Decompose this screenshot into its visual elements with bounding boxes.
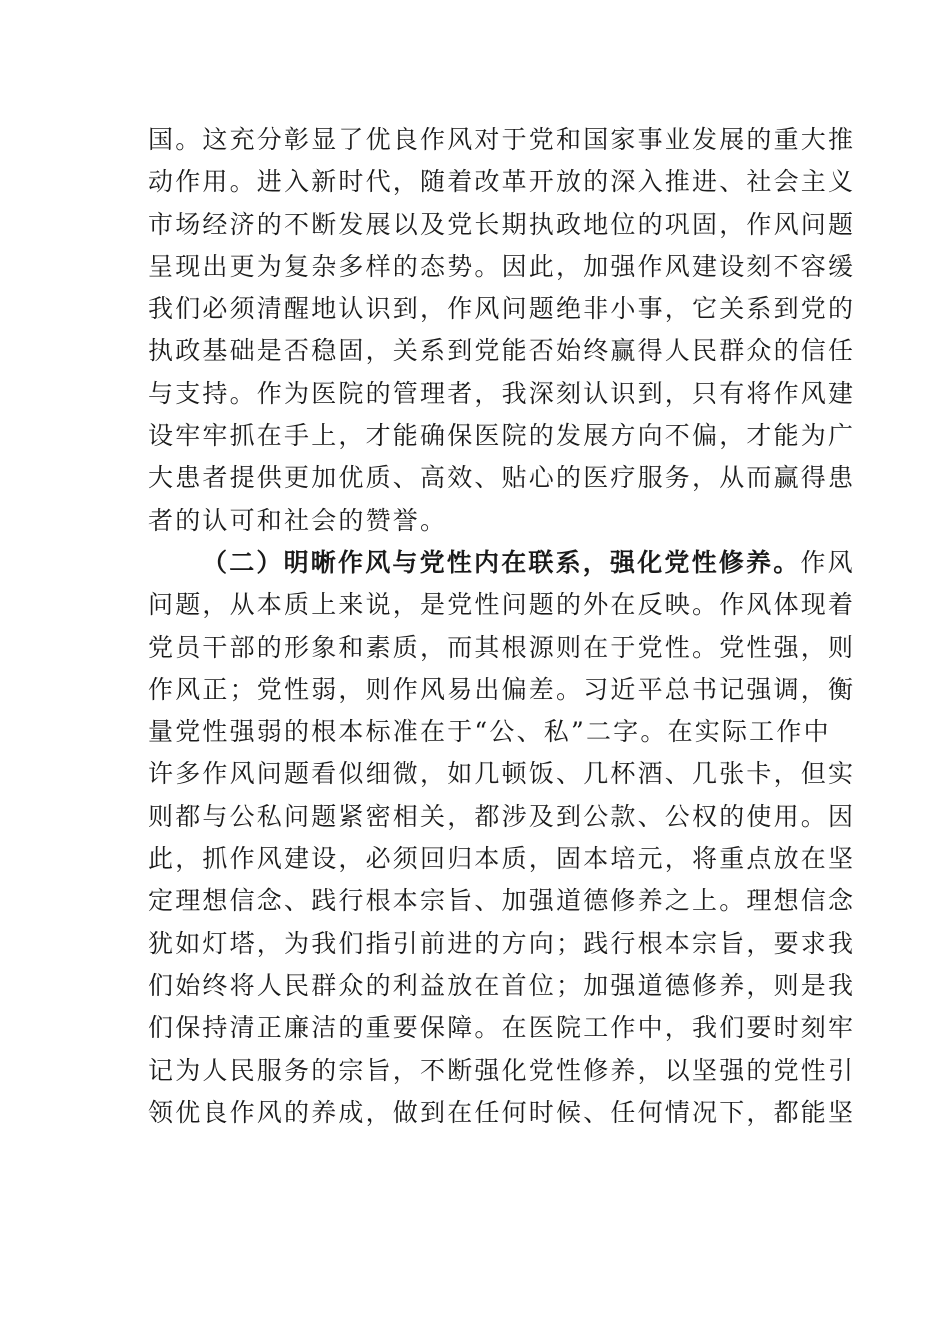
paragraph-line: 则都与公私问题紧密相关，都涉及到公款、公权的使用。因 (148, 801, 856, 831)
body-text (148, 119, 856, 1134)
paragraph-line: 动作用。进入新时代，随着改革开放的深入推进、社会主义 (148, 167, 856, 197)
paragraph-line: 问题，从本质上来说，是党性问题的外在反映。作风体现着 (148, 590, 856, 620)
paragraph-line: 国。这充分彰显了优良作风对于党和国家事业发展的重大推 (148, 125, 856, 154)
paragraph-1 (148, 119, 856, 542)
paragraph-line: 们始终将人民群众的利益放在首位；加强道德修养，则是我 (148, 970, 856, 1000)
paragraph-line: 大患者提供更加优质、高效、贴心的医疗服务，从而赢得患 (148, 463, 856, 493)
paragraph-line: 定理想信念、践行根本宗旨、加强道德修养之上。理想信念 (148, 886, 856, 916)
paragraph-line: 与支持。作为医院的管理者，我深刻认识到，只有将作风建 (148, 378, 856, 408)
paragraph-line: 犹如灯塔，为我们指引前进的方向；践行根本宗旨，要求我 (148, 928, 856, 958)
paragraph-line: 市场经济的不断发展以及党长期执政地位的巩固，作风问题 (148, 209, 856, 239)
paragraph-2 (148, 542, 856, 1134)
paragraph-line: 量党性强弱的根本标准在于“公、私”二字。在实际工作中 (148, 717, 831, 747)
section-heading: （二）明晰作风与党性内在联系，强化党性修养。 (202, 547, 801, 577)
paragraph-line: 许多作风问题看似细微，如几顿饭、几杯酒、几张卡，但实 (148, 759, 856, 789)
paragraph-line: 作风正；党性弱，则作风易出偏差。习近平总书记强调，衡 (148, 674, 856, 704)
paragraph-line-rest: 作风 (800, 547, 855, 577)
paragraph-line: 者的认可和社会的赞誉。 (148, 505, 448, 535)
paragraph-line: 们保持清正廉洁的重要保障。在医院工作中，我们要时刻牢 (148, 1013, 856, 1043)
paragraph-line: 设牢牢抓在手上，才能确保医院的发展方向不偏，才能为广 (148, 421, 856, 451)
paragraph-line: 执政基础是否稳固，关系到党能否始终赢得人民群众的信任 (148, 336, 856, 366)
paragraph-first-line (148, 542, 855, 584)
paragraph-line: 记为人民服务的宗旨，不断强化党性修养，以坚强的党性引 (148, 1055, 856, 1085)
paragraph-line: 党员干部的形象和素质，而其根源则在于党性。党性强，则 (148, 632, 856, 662)
paragraph-line: 此，抓作风建设，必须回归本质，固本培元，将重点放在坚 (148, 844, 856, 874)
paragraph-line: 领优良作风的养成，做到在任何时候、任何情况下，都能坚 (148, 1097, 856, 1127)
paragraph-line: 我们必须清醒地认识到，作风问题绝非小事，它关系到党的 (148, 294, 856, 324)
paragraph-line: 呈现出更为复杂多样的态势。因此，加强作风建设刻不容缓 (148, 251, 856, 281)
